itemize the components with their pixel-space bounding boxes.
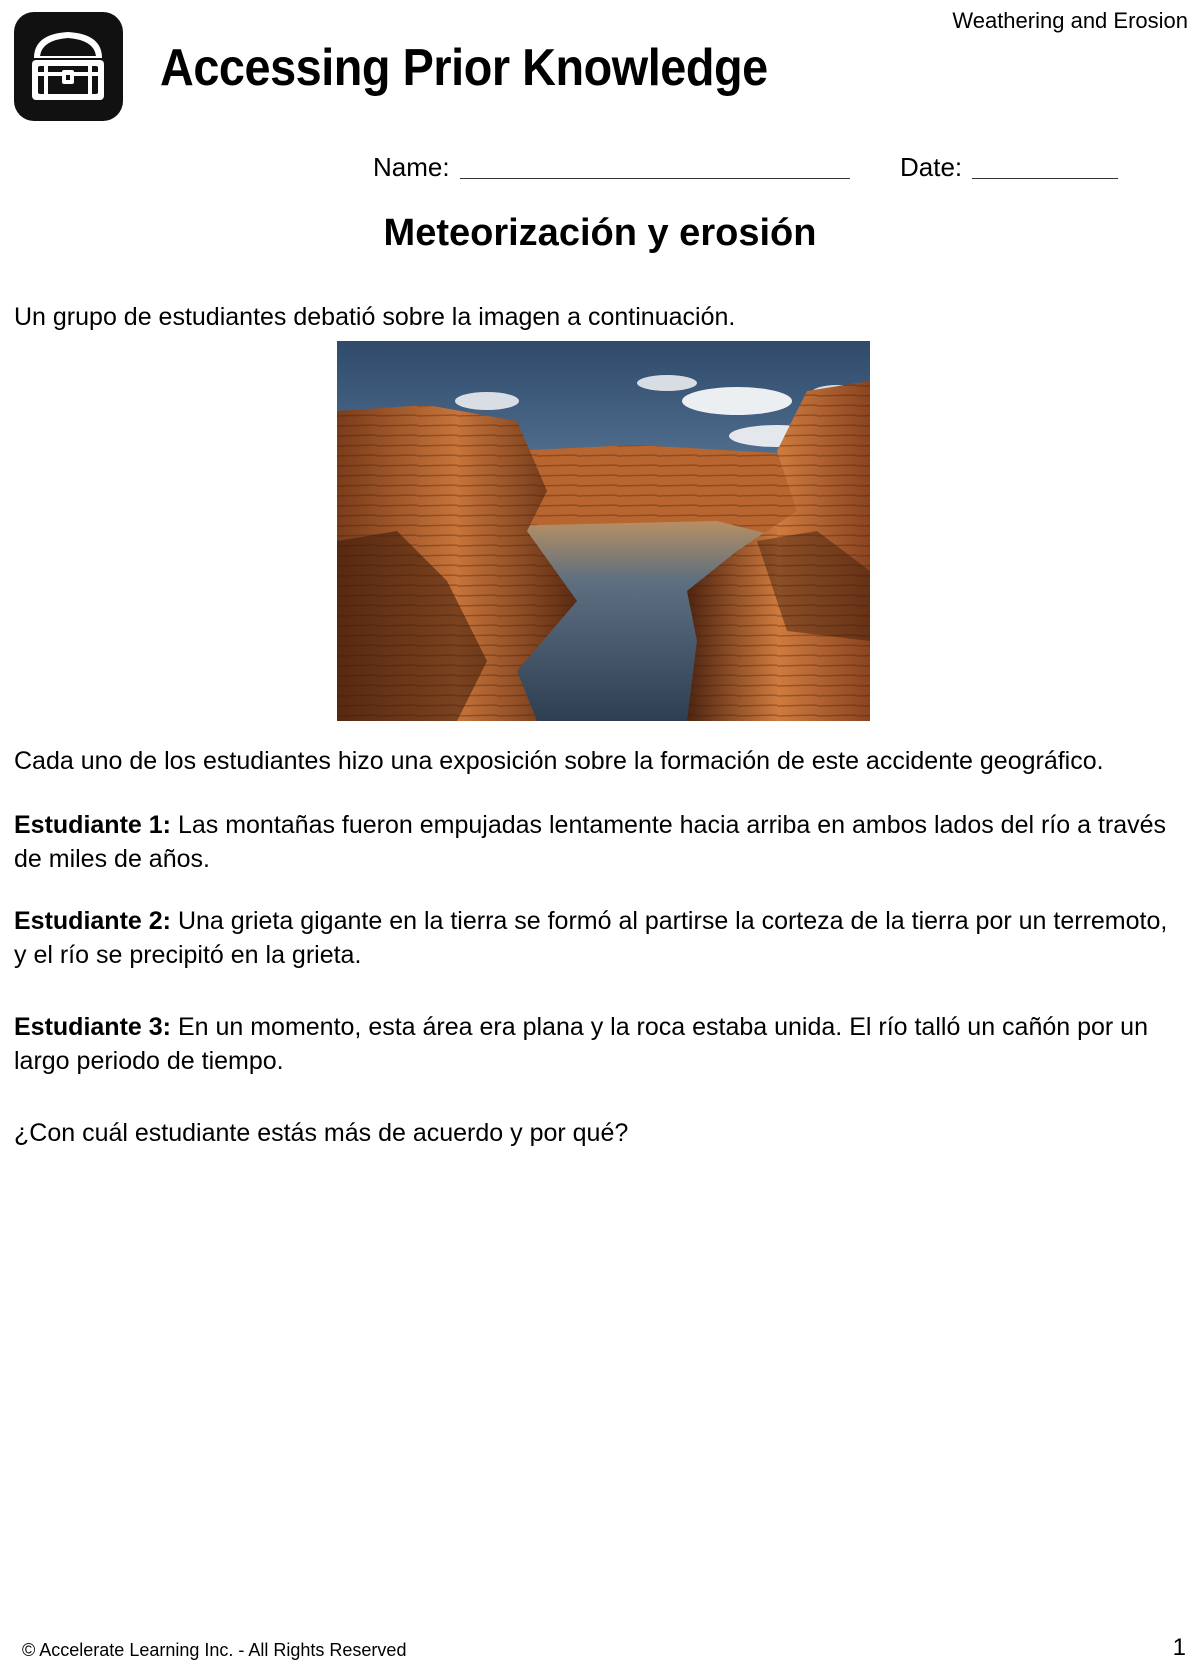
name-field[interactable]	[460, 178, 850, 179]
document-title: Meteorización y erosión	[383, 212, 817, 254]
student-statement	[14, 1010, 1186, 1078]
student-statement	[14, 904, 1186, 972]
date-label: Date:	[900, 152, 963, 182]
copyright-footer: © Accelerate Learning Inc. - All Rights Reserved	[22, 1640, 407, 1660]
canyon-photo	[337, 341, 870, 721]
student-text: Una grieta gigante en la tierra se formó al partirse la corteza de la tierra por un terremoto, y el río se precipitó en la grieta.	[14, 907, 1168, 969]
student-label: Estudiante 1:	[14, 811, 171, 839]
student-text: En un momento, esta área era plana y la roca estaba unida. El río talló un cañón por un largo periodo de tiempo.	[14, 1013, 1148, 1075]
student-text: Las montañas fueron empujadas lentamente hacia arriba en ambos lados del río a través de miles de años.	[14, 811, 1167, 873]
student-label: Estudiante 2:	[14, 907, 171, 935]
student-label: Estudiante 3:	[14, 1013, 171, 1041]
name-label: Name:	[373, 152, 450, 182]
question-text: ¿Con cuál estudiante estás más de acuerdo y por qué?	[14, 1119, 629, 1147]
student-statement	[14, 808, 1186, 876]
page-number: 1	[1172, 1634, 1186, 1661]
treasure-chest-icon	[12, 10, 125, 123]
intro-text: Un grupo de estudiantes debatió sobre la imagen a continuación.	[14, 303, 736, 331]
date-field[interactable]	[972, 178, 1118, 179]
banner-title: Accessing Prior Knowledge	[160, 39, 768, 97]
unit-name: Weathering and Erosion	[952, 8, 1188, 33]
context-text: Cada uno de los estudiantes hizo una exposición sobre la formación de este accidente geográfico.	[14, 747, 1104, 775]
